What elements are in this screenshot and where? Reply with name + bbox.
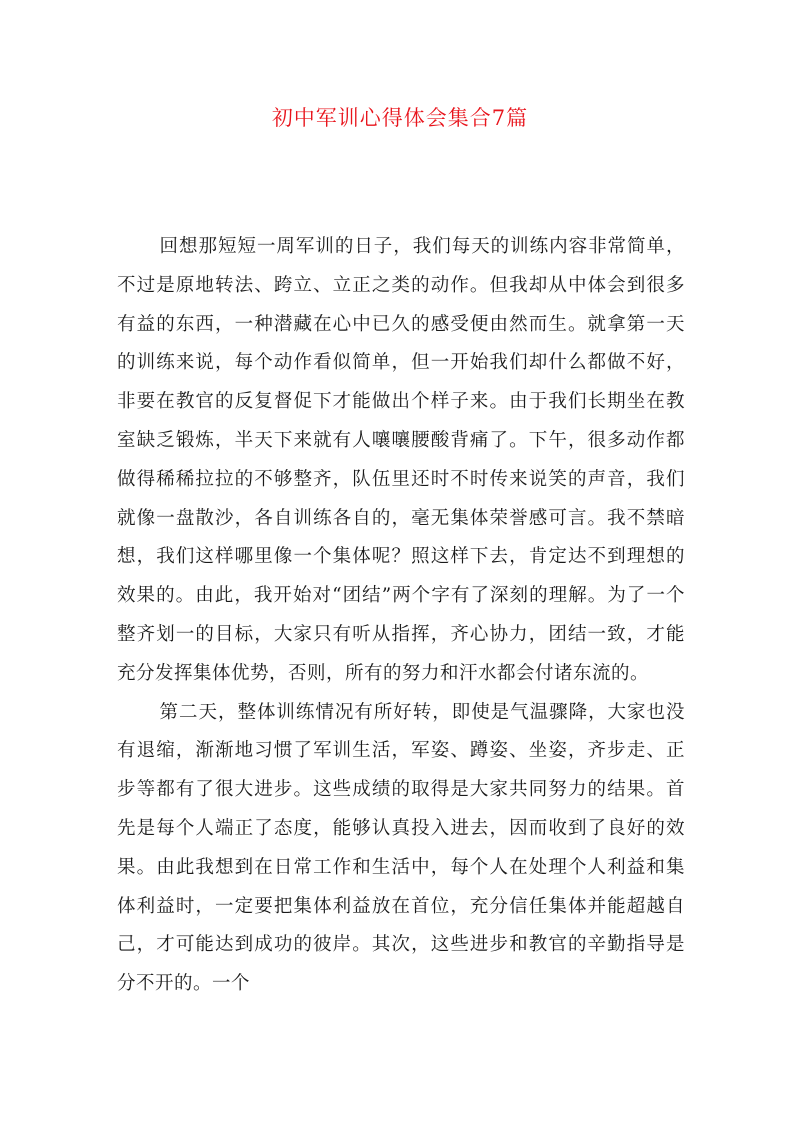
paragraph-2: 第二天，整体训练情况有所好转，即使是气温骤降，大家也没有退缩，渐渐地习惯了军训生活，军姿、蹲姿、坐姿，齐步走、正步等都有了很大进步。这些成绩的取得是大家共同努力的结果。首先是每个人端正了态度，能够认真投入进去，因而收到了良好的效果。由此我想到在日常工作和生活中，每个人在处理个人利益和集体利益时，一定要把集体利益放在首位，充分信任集体并能超越自己，才可能达到成功的彼岸。其次，这些进步和教官的辛勤指导是分不开的。一个	[117, 701, 685, 995]
document-body	[117, 228, 685, 1004]
paragraph-1: 回想那短短一周军训的日子，我们每天的训练内容非常简单，不过是原地转法、跨立、立正之类的动作。但我却从中体会到很多有益的东西，一种潜藏在心中已久的感受便由然而生。就拿第一天的训练来说，每个动作看似简单，但一开始我们却什么都做不好，非要在教官的反复督促下才能做出个样子来。由于我们长期坐在教室缺乏锻炼，半天下来就有人嚷嚷腰酸背痛了。下午，很多动作都做得稀稀拉拉的不够整齐，队伍里还时不时传来说笑的声音，我们就像一盘散沙，各自训练各自的，毫无集体荣誉感可言。我不禁暗想，我们这样哪里像一个集体呢？照这样下去，肯定达不到理想的效果的。由此，我开始对“团结”两个字有了深刻的理解。为了一个整齐划一的目标，大家只有听从指挥，齐心协力，团结一致，才能充分发挥集体优势，否则，所有的努力和汗水都会付诸东流的。	[117, 236, 685, 684]
document-title: 初中军训心得体会集合7篇	[271, 106, 529, 130]
